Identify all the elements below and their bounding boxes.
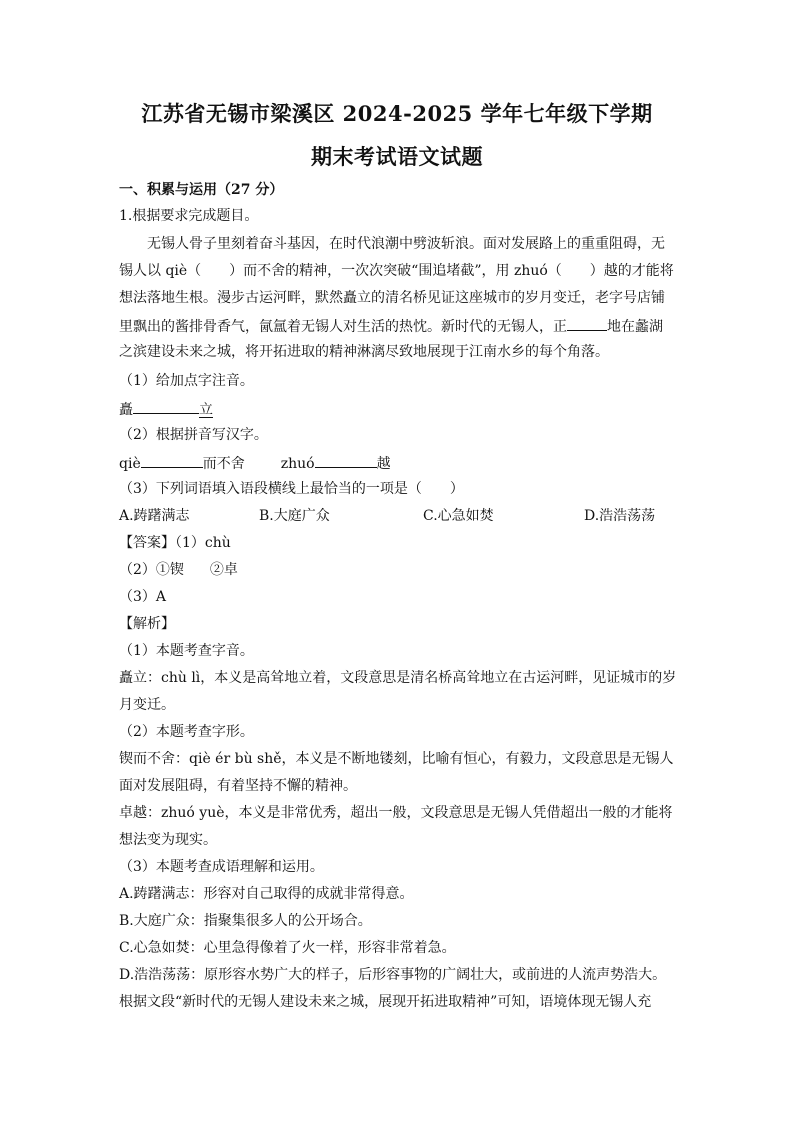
- passage-text: 里飘出的酱排骨香气，氤氲着无锡人对生活的热忱。新时代的无锡人，正: [119, 319, 567, 335]
- analysis-line: 面对发展阻碍，有着坚持不懈的精神。: [119, 778, 357, 794]
- pinyin-label: zhuó: [280, 456, 315, 472]
- option-d: D.浩浩荡荡: [584, 508, 656, 524]
- option-b: B.大庭广众: [259, 508, 330, 524]
- passage-line: [119, 316, 679, 336]
- analysis-line: A.踌躇满志：形容对自己取得的成就非常得意。: [119, 886, 414, 902]
- fill-blank: [315, 453, 377, 468]
- option-c: C.心急如焚: [423, 508, 494, 524]
- analysis-line: （3）本题考查成语理解和运用。: [119, 859, 324, 875]
- analysis-line: D.浩浩荡荡：原形容水势广大的样子，后形容事物的广阔壮大，或前进的人流声势浩大。: [119, 967, 667, 983]
- passage-line: 想法落地生根。漫步古运河畔，默然矗立的清名桥见证这座城市的岁月变迁，老字号店铺: [119, 290, 665, 306]
- pinyin-label: qiè: [119, 456, 141, 472]
- fill-blank: [567, 316, 607, 331]
- document-title-line1: 江苏省无锡市梁溪区 2024-2025 学年七年级下学期: [141, 101, 653, 126]
- passage-line: 锡人以 qiè（ ）而不舍的精神，一次次突破“围追堵截”，用 zhuó（ ）越的才能将: [119, 263, 674, 279]
- underlined-char: 立: [199, 402, 213, 418]
- passage-line: 无锡人骨子里刻着奋斗基因，在时代浪潮中劈波斩浪。面对发展路上的重重阻碍，无: [147, 236, 665, 252]
- question-1-prompt: 1.根据要求完成题目。: [119, 208, 259, 224]
- fill-blank: [133, 399, 199, 414]
- passage-line: 之滨建设未来之城，将开拓进取的精神淋漓尽致地展现于江南水乡的每个角落。: [119, 344, 609, 360]
- sub-question-1-prompt: （1）给加点字注音。: [119, 373, 254, 389]
- answer-line: 【答案】（1）chù: [119, 535, 231, 551]
- sub-question-1-answer-line: [119, 399, 679, 419]
- word-suffix: 而不舍: [202, 456, 245, 472]
- fill-blank: [141, 453, 203, 468]
- analysis-line: （1）本题考查字音。: [119, 643, 254, 659]
- analysis-line: 锲而不舍：qiè ér bù shě，本义是不断地镂刻，比喻有恒心，有毅力，文段意思是无锡人: [119, 751, 674, 767]
- sub-question-3-prompt: （3）下列词语填入语段横线上最恰当的一项是（ ）: [119, 481, 464, 497]
- sub-question-2-answer-line: [119, 453, 679, 473]
- analysis-line: 卓越：zhuó yuè，本义是非常优秀，超出一般，文段意思是无锡人凭借超出一般的才能将: [119, 805, 673, 821]
- document-title-line2: 期末考试语文试题: [311, 144, 483, 169]
- answer-part: ②卓: [209, 562, 238, 578]
- analysis-heading: 【解析】: [119, 616, 175, 632]
- sub-question-2-prompt: （2）根据拼音写汉字。: [119, 427, 268, 443]
- option-a: A.踌躇满志: [119, 508, 190, 524]
- section-heading: 一、积累与运用（27 分）: [119, 182, 284, 198]
- analysis-line: 月变迁。: [119, 697, 175, 713]
- answer-part: （2）①锲: [119, 562, 184, 578]
- analysis-line: C.心急如焚：心里急得像着了火一样，形容非常着急。: [119, 940, 456, 956]
- passage-text: 地在蠡湖: [607, 319, 663, 335]
- answer-line: [119, 561, 679, 579]
- word-suffix: 越: [376, 456, 391, 472]
- analysis-line: B.大庭广众：指聚集很多人的公开场合。: [119, 913, 372, 929]
- answer-line: （3）A: [119, 589, 167, 605]
- analysis-line: （2）本题考查字形。: [119, 724, 254, 740]
- analysis-line: 根据文段“新时代的无锡人建设未来之城，展现开拓进取精神”可知，语境体现无锡人充: [119, 994, 652, 1010]
- analysis-line: 矗立：chù lì，本义是高耸地立着，文段意思是清名桥高耸地立在古运河畔，见证城市的岁: [119, 670, 677, 686]
- analysis-line: 想法变为现实。: [119, 832, 217, 848]
- dotted-char: 矗: [119, 402, 133, 418]
